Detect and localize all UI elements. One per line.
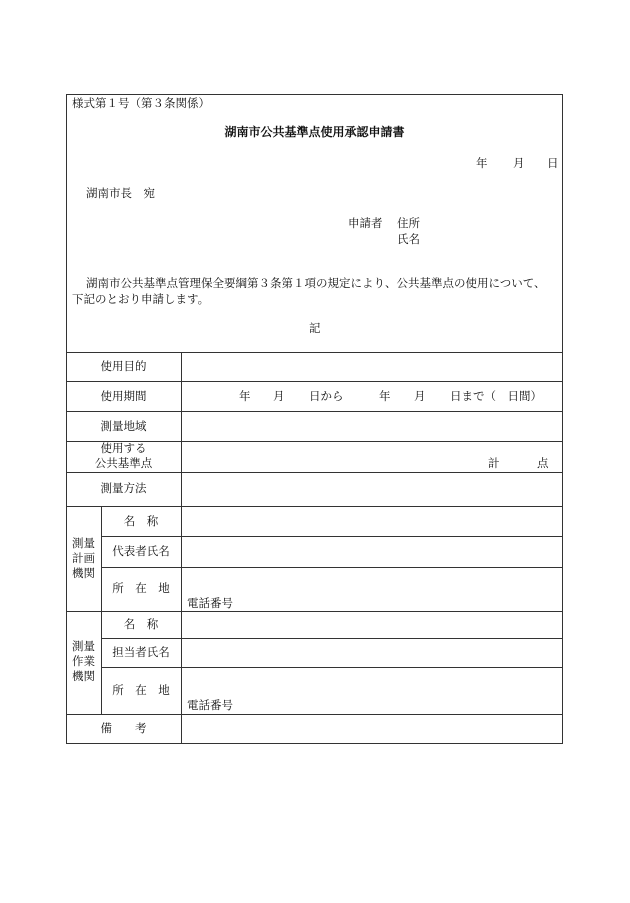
row-line	[66, 381, 563, 382]
plan-org-line2: 計画	[72, 551, 95, 565]
label-method: 測量方法	[100, 481, 147, 495]
row-line	[66, 411, 563, 412]
work-org-location-label: 所 在 地	[112, 683, 170, 697]
plan-org-location-label: 所 在 地	[112, 581, 170, 595]
work-org-rep-label: 担当者氏名	[112, 645, 170, 659]
date-month: 月	[513, 156, 525, 170]
work-org-line1: 測量	[72, 639, 95, 653]
ki-label: 記	[309, 321, 321, 335]
body-text-line1: 湖南市公共基準点管理保全要綱第３条第１項の規定により、公共基準点の使用について、	[86, 276, 546, 290]
label-points-2: 公共基準点	[94, 456, 153, 470]
table-top-line	[66, 352, 563, 353]
addressee: 湖南市長 宛	[86, 186, 155, 200]
work-org-phone-label: 電話番号	[187, 698, 233, 712]
period-end-year: 年	[379, 389, 391, 403]
row-line	[66, 714, 563, 715]
body-text-line2: 下記のとおり申請します。	[72, 292, 210, 306]
period-start-day: 日から	[309, 389, 344, 403]
row-line	[66, 472, 563, 473]
points-total-label: 計	[488, 456, 500, 470]
label-period: 使用期間	[100, 389, 147, 403]
sub-row-line	[101, 638, 563, 639]
form-number: 様式第１号（第３条関係）	[72, 96, 210, 110]
period-start-year: 年	[239, 389, 251, 403]
period-start-month: 月	[273, 389, 285, 403]
applicant-name-label: 氏名	[397, 232, 420, 246]
points-unit-label: 点	[537, 456, 549, 470]
plan-org-phone-label: 電話番号	[187, 596, 233, 610]
work-org-name-label: 名 称	[123, 617, 159, 631]
label-points-1: 使用する	[100, 441, 147, 455]
work-org-line3: 機関	[72, 669, 95, 683]
plan-org-line3: 機関	[72, 566, 95, 580]
label-area: 測量地域	[100, 419, 147, 433]
sub-row-line	[101, 536, 563, 537]
applicant-label: 申請者	[348, 216, 383, 230]
row-line	[66, 611, 563, 612]
plan-org-name-label: 名 称	[123, 514, 159, 528]
plan-org-rep-label: 代表者氏名	[112, 544, 170, 558]
period-end-day: 日まで（ 日間）	[450, 389, 542, 403]
group-divider	[101, 506, 102, 714]
sub-row-line	[101, 667, 563, 668]
page-title: 湖南市公共基準点使用承認申請書	[224, 125, 405, 139]
applicant-address-label: 住所	[397, 216, 420, 230]
date-year: 年	[476, 156, 488, 170]
label-remarks: 備 考	[100, 721, 147, 735]
work-org-line2: 作業	[72, 654, 95, 668]
row-line	[66, 506, 563, 507]
column-divider	[181, 352, 182, 743]
label-purpose: 使用目的	[100, 359, 147, 373]
plan-org-line1: 測量	[72, 536, 95, 550]
sub-row-line	[101, 567, 563, 568]
period-end-month: 月	[414, 389, 426, 403]
date-day: 日	[547, 156, 559, 170]
